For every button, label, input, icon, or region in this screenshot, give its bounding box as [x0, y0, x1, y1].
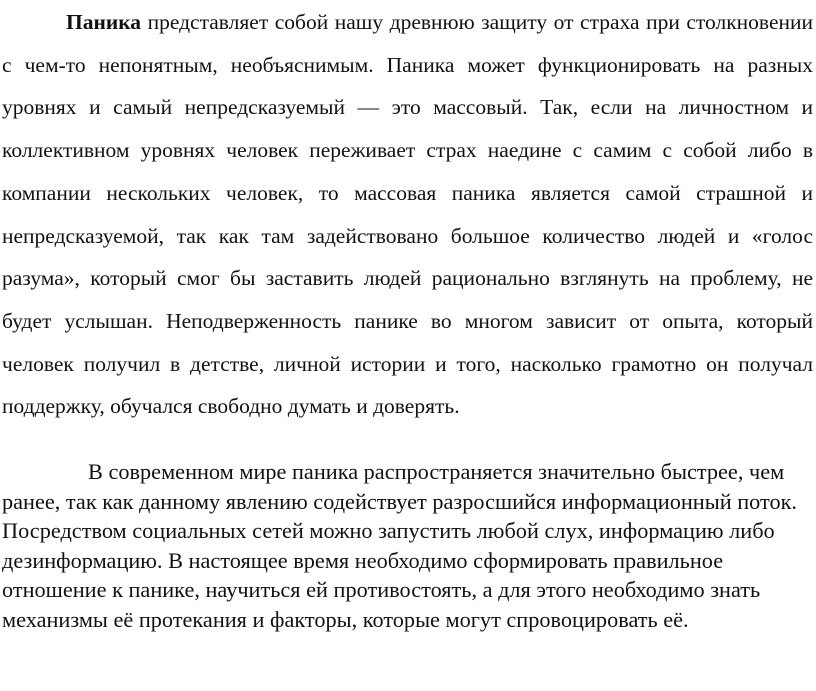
- paragraph-modern-panic: В современном мире паника распространяется значительно быстрее, чем ранее, так как данному явлению содействует разросшийся информационный поток. Посредством социальных сетей можно запустить любой слух, информацию либо дезинформацию. В настоящее время необходимо сформировать правильное отношение к панике, научиться ей противостоять, а для этого необходимо знать механизмы её протекания и факторы, которые могут спровоцировать её.: [2, 459, 798, 632]
- paragraph-lead-term: Паника: [66, 10, 142, 34]
- paragraph-panic-definition: [2, 1, 813, 428]
- paragraph-body-text: представляет собой нашу древнюю защиту от страха при столкновении с чем-то непонятным, необъяснимым. Паника может функционировать на разных уровнях и самый непредсказуемый — это массовый. Так, если на личностном и коллективном уровнях человек переживает страх наедине с самим с собой либо в компании нескольких человек, то массовая паника является самой страшной и непредсказуемой, так как там задействовано большое количество людей и «голос разума», который смог бы заставить людей рационально взглянуть на проблему, не будет услышан. Неподверженность панике во многом зависит от опыта, который человек получил в детстве, личной истории и того, насколько грамотно он получал поддержку, обучался свободно думать и доверять.: [2, 10, 813, 419]
